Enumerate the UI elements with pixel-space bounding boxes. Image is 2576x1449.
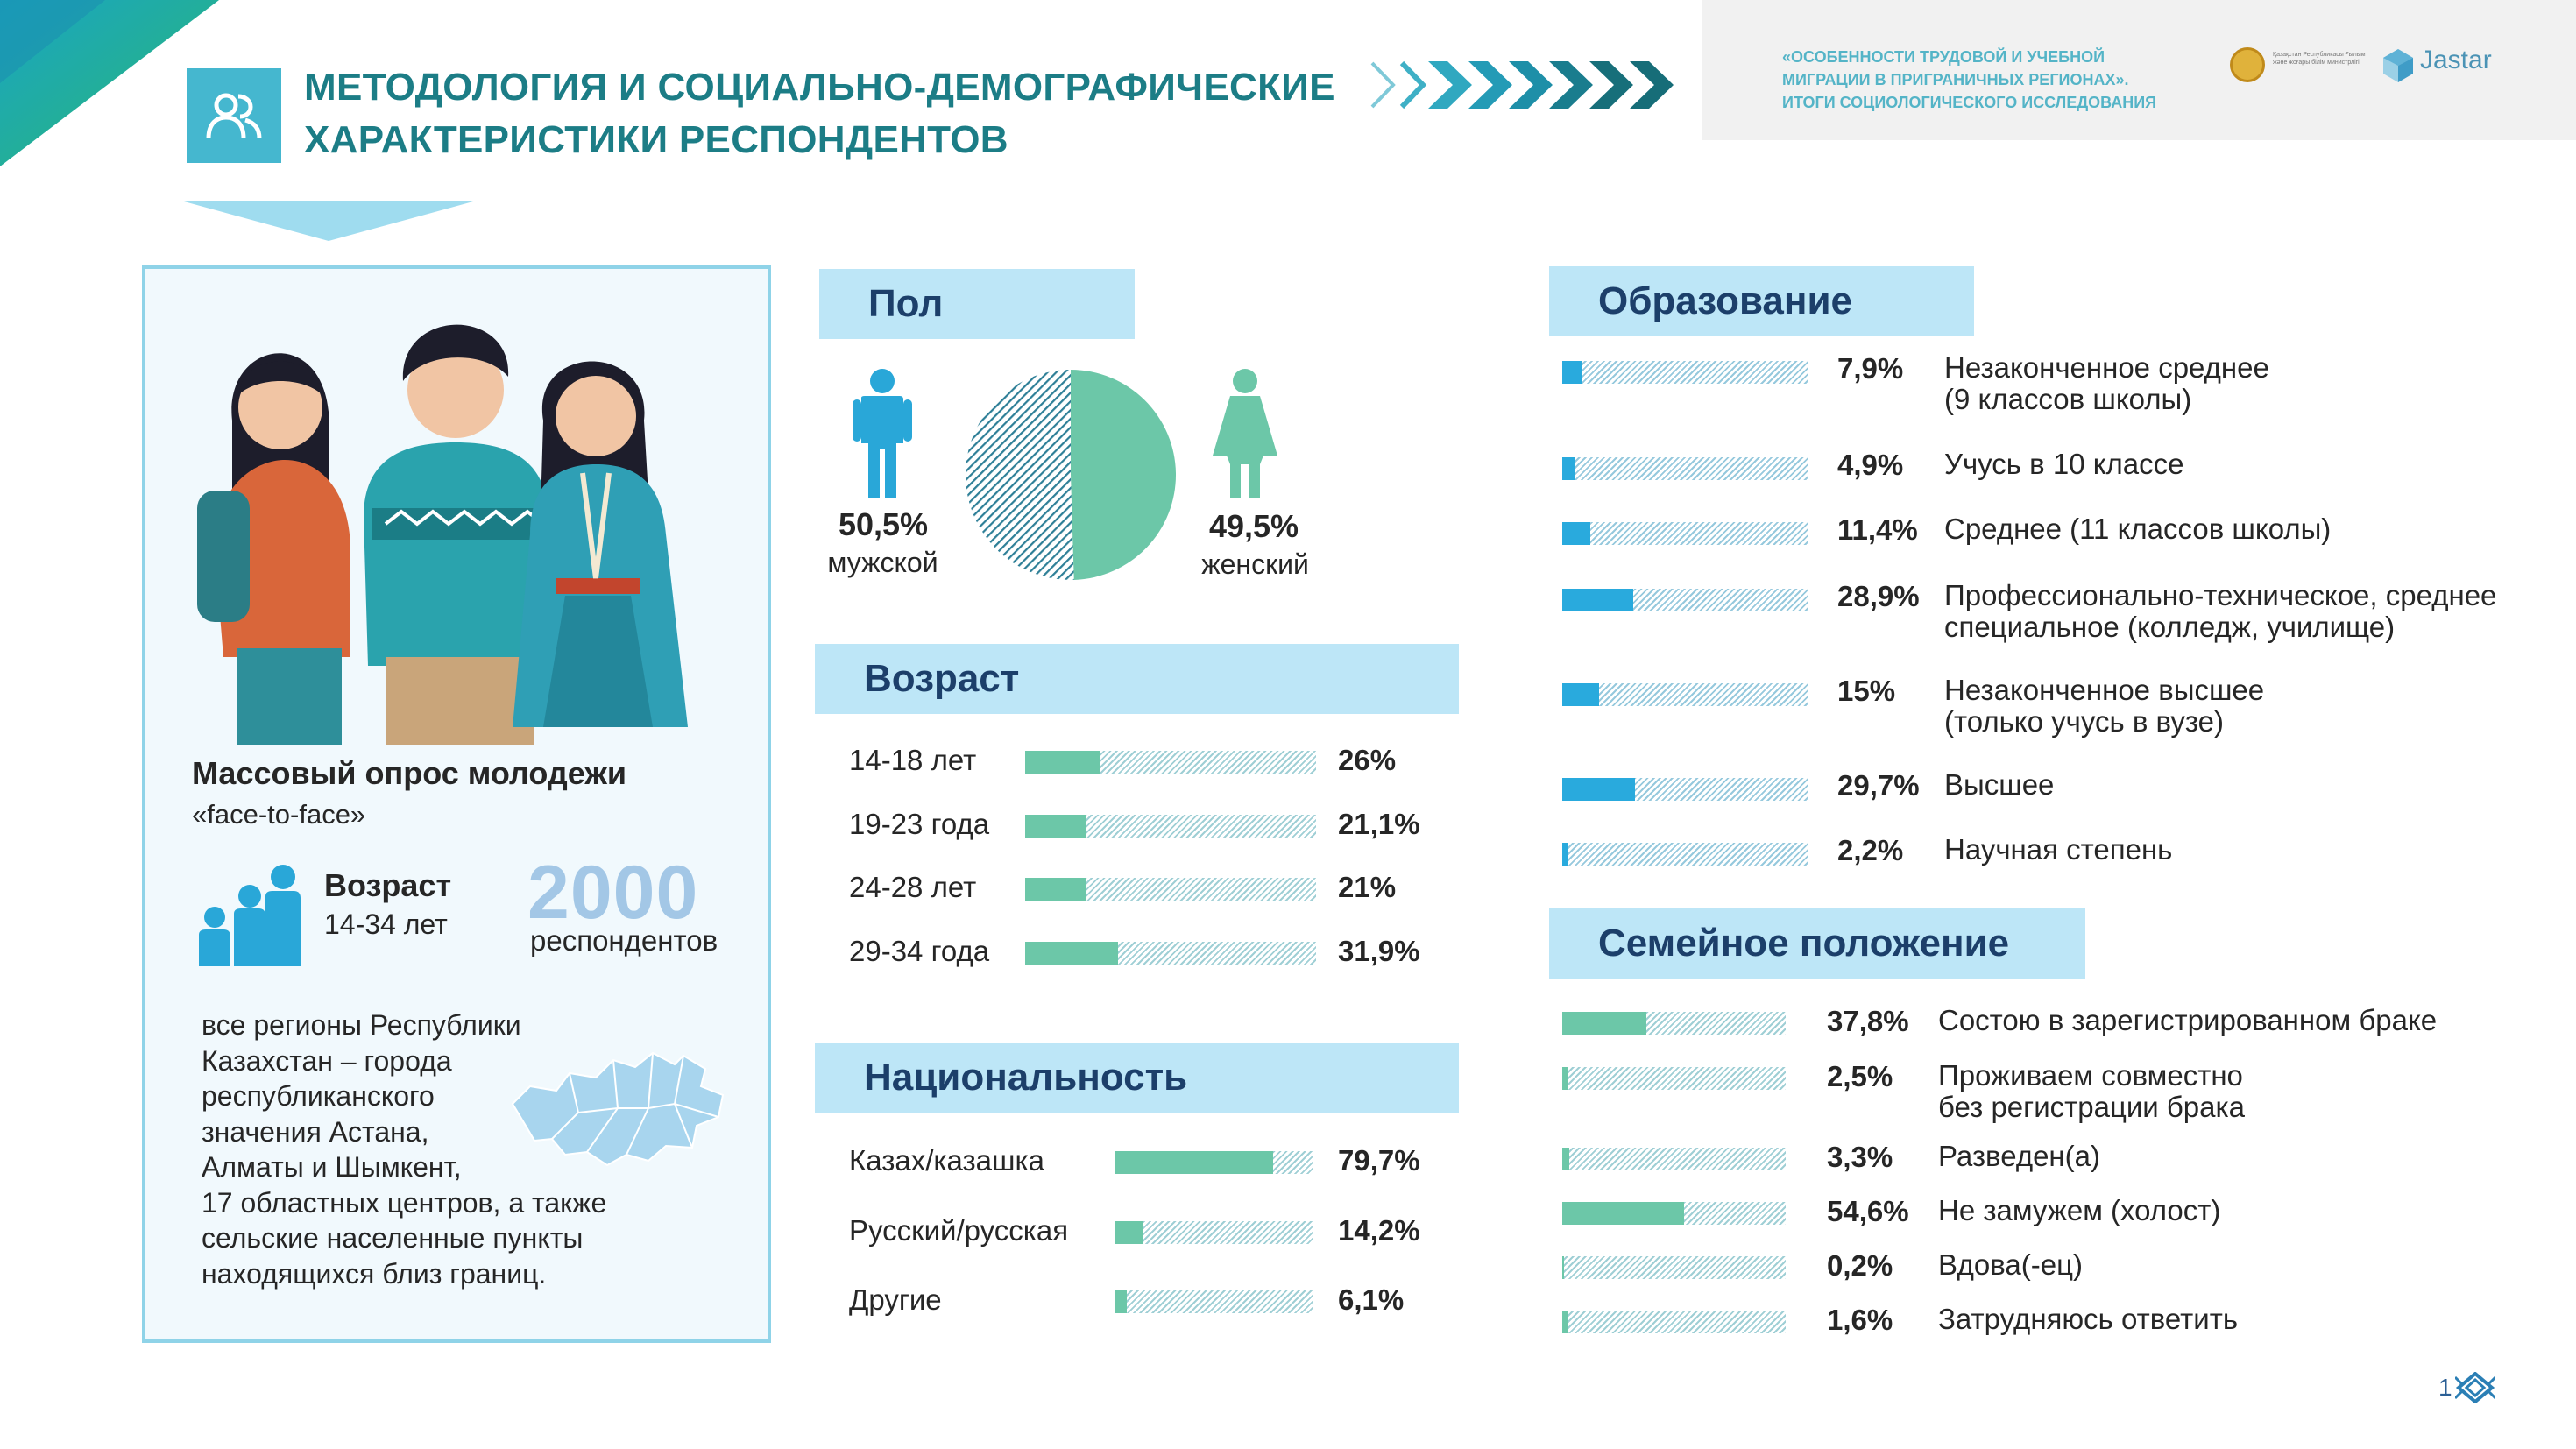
- section-gender: Пол: [819, 269, 1135, 339]
- bar-track: [1562, 1067, 1786, 1090]
- bar-value-label: 15%: [1837, 675, 1896, 707]
- page-title: [304, 61, 1399, 166]
- bar-value-label: 2,5%: [1827, 1060, 1893, 1092]
- bar-value-label: 7,9%: [1837, 352, 1904, 385]
- bar-track: [1562, 589, 1808, 611]
- bar-category-label: [1944, 675, 2264, 738]
- bar-category-label: [1944, 834, 2172, 866]
- page-title-line2: ХАРАКТЕРИСТИКИ РЕСПОНДЕНТОВ: [304, 118, 1008, 161]
- bar-track: [1562, 778, 1808, 801]
- bar-value-label: 11,4%: [1837, 513, 1918, 546]
- survey-title: Массовый опрос молодежи: [192, 755, 626, 791]
- bar: [1562, 589, 1633, 611]
- bar-category-label: [849, 1144, 1044, 1177]
- bar-track: [1115, 1290, 1313, 1313]
- bar-category-label: [1938, 1141, 2100, 1172]
- bar: [1562, 1202, 1684, 1225]
- bar-value-label: 2,2%: [1837, 834, 1904, 866]
- bar-category-line: Научная степень: [1944, 833, 2173, 866]
- bar-category-label: [1944, 513, 2331, 545]
- bar-track: [1025, 878, 1316, 901]
- section-age: Возраст: [815, 644, 1459, 714]
- bar-track: [1562, 1012, 1786, 1035]
- bar-category-line: Состою в зарегистрированном браке: [1938, 1004, 2438, 1036]
- bar-value-label: 3,3%: [1827, 1141, 1893, 1173]
- bar-category-line: Профессионально-техническое, среднее: [1944, 579, 2497, 611]
- bar-category-line: Вдова(-ец): [1938, 1248, 2083, 1281]
- bar-category-label: [1944, 449, 2184, 480]
- bar-track: [1562, 361, 1808, 384]
- bar-track: [1562, 843, 1808, 866]
- bar-category-line: 14-18 лет: [849, 744, 977, 776]
- bar-value-label: 21,1%: [1338, 807, 1420, 840]
- page-title-line1: МЕТОДОЛОГИЯ И СОЦИАЛЬНО-ДЕМОГРАФИЧЕСКИЕ: [304, 66, 1335, 109]
- bar-value-label: 28,9%: [1837, 580, 1920, 612]
- bar-category-line: специальное (колледж, училище): [1944, 611, 2396, 643]
- age-label: Возраст: [324, 867, 452, 903]
- bar-track: [1562, 1148, 1786, 1170]
- bar-category-line: Казах/казашка: [849, 1144, 1044, 1177]
- bar: [1562, 843, 1568, 866]
- bar: [1562, 361, 1582, 384]
- brand-logo: Jastar: [2420, 46, 2492, 74]
- bar: [1025, 815, 1086, 838]
- bar: [1025, 751, 1100, 774]
- bar-value-label: 54,6%: [1827, 1195, 1909, 1227]
- bar: [1562, 457, 1575, 480]
- male-percent: 50,5%: [838, 506, 929, 542]
- female-percent: 49,5%: [1208, 508, 1299, 544]
- bar-value-label: 37,8%: [1827, 1005, 1909, 1037]
- jastar-logo-icon: [2383, 49, 2413, 82]
- bar-track: [1025, 942, 1316, 965]
- chevrons-decoration: [1367, 56, 1682, 114]
- regions-text: все регионы Республики Казахстан – города республиканского значения Астана, Алматы и Шымкент, 17 областных центров, а также сельские населенные пункты находящихся близ границ.: [202, 1009, 607, 1290]
- female-icon: [1209, 368, 1281, 499]
- bar-category-label: [849, 871, 976, 904]
- bar-category-label: [1938, 1304, 2238, 1335]
- bar-value-label: 1,6%: [1827, 1304, 1893, 1336]
- bar: [1115, 1151, 1273, 1174]
- bar: [1562, 1067, 1568, 1090]
- bar-category-line: (9 классов школы): [1944, 383, 2192, 415]
- section-marital: Семейное положение: [1549, 908, 2085, 979]
- bar-category-line: 19-23 года: [849, 807, 990, 840]
- section-education: Образование: [1549, 266, 1974, 336]
- bar-category-line: Русский/русская: [849, 1213, 1069, 1247]
- bar-track: [1562, 683, 1808, 706]
- bar-category-line: Не замужем (холост): [1938, 1194, 2221, 1226]
- bar-category-line: Среднее (11 классов школы): [1944, 512, 2332, 545]
- bar-category-line: Проживаем совместно: [1938, 1059, 2243, 1092]
- emblem-icon: [2230, 47, 2265, 82]
- page-number: 1: [2438, 1374, 2452, 1401]
- bar-value-label: 14,2%: [1338, 1213, 1420, 1247]
- bar-category-label: [1944, 769, 2054, 801]
- bar-track: [1562, 522, 1808, 545]
- bar-category-line: Разведен(а): [1938, 1140, 2100, 1172]
- bar-category-line: Учусь в 10 классе: [1944, 448, 2184, 480]
- bar-value-label: 4,9%: [1837, 449, 1904, 481]
- bar-track: [1562, 457, 1808, 480]
- bar: [1562, 1012, 1646, 1035]
- bar: [1562, 1256, 1564, 1279]
- bar-value-label: 0,2%: [1827, 1249, 1893, 1282]
- pie-slice-female: [1071, 370, 1176, 580]
- bar-value-label: 31,9%: [1338, 934, 1420, 967]
- project-title: «ОСОБЕННОСТИ ТРУДОВОЙ И УЧЕБНОЙ МИГРАЦИИ В ПРИГРАНИЧНЫХ РЕГИОНАХ». ИТОГИ СОЦИОЛОГИЧЕСКОГО ИССЛЕДОВАНИЯ: [1782, 48, 2157, 111]
- bar: [1115, 1221, 1143, 1244]
- respondents-label: респондентов: [530, 924, 718, 957]
- bar-track: [1025, 751, 1316, 774]
- bar-track: [1562, 1256, 1786, 1279]
- bar-track: [1562, 1202, 1786, 1225]
- bar-category-line: без регистрации брака: [1938, 1091, 2246, 1123]
- female-label: женский: [1201, 548, 1309, 580]
- family-icon: [195, 863, 305, 968]
- bar-category-line: Незаконченное высшее: [1944, 674, 2265, 706]
- bar-category-line: (только учусь в вузе): [1944, 705, 2224, 738]
- male-label: мужской: [827, 547, 938, 578]
- bar-category-label: [1938, 1249, 2083, 1281]
- bar-category-label: [849, 744, 976, 777]
- bar-category-label: [1938, 1195, 2220, 1226]
- bar-category-line: Высшее: [1944, 768, 2055, 801]
- bar-value-label: 29,7%: [1837, 769, 1920, 802]
- bar-category-label: [849, 808, 989, 841]
- pie-slice-male: [966, 370, 1074, 580]
- bar-track: [1562, 1311, 1786, 1333]
- bar-value-label: 26%: [1338, 744, 1397, 776]
- org-name: Қазақстан Республикасы Ғылым және жоғары білім министрлігі: [2273, 52, 2366, 66]
- bar-category-label: [849, 935, 989, 968]
- age-value: 14-34 лет: [324, 908, 448, 940]
- kazakhstan-map-icon: [504, 1043, 732, 1170]
- bar-category-label: [1944, 580, 2496, 643]
- bar-category-line: Затрудняюсь ответить: [1938, 1303, 2239, 1335]
- bar-category-label: [849, 1283, 942, 1317]
- bar-track: [1115, 1151, 1313, 1174]
- male-icon: [853, 368, 912, 499]
- bar-category-line: Другие: [849, 1283, 942, 1316]
- bar-category-line: 29-34 года: [849, 934, 990, 967]
- bar-track: [1115, 1221, 1313, 1244]
- bar-value-label: 21%: [1338, 871, 1397, 903]
- bar-category-label: [849, 1214, 1068, 1248]
- bar: [1562, 522, 1590, 545]
- survey-subtitle: «face-to-face»: [192, 799, 366, 830]
- respondents-count: 2000: [527, 851, 699, 935]
- bar-category-label: [1944, 352, 2269, 415]
- bar-value-label: 79,7%: [1338, 1144, 1420, 1177]
- bar: [1562, 778, 1635, 801]
- bar-category-label: [1938, 1060, 2245, 1123]
- bar: [1025, 878, 1086, 901]
- bar-value-label: 6,1%: [1338, 1283, 1405, 1316]
- bar-category-line: Незаконченное среднее: [1944, 351, 2269, 384]
- bar-category-line: 24-28 лет: [849, 871, 977, 903]
- bar: [1115, 1290, 1127, 1313]
- bar: [1562, 1148, 1569, 1170]
- ornament-logo-icon: [2455, 1372, 2495, 1403]
- bar-track: [1025, 815, 1316, 838]
- bar: [1025, 942, 1118, 965]
- gender-pie-chart: [964, 368, 1178, 582]
- bar: [1562, 683, 1599, 706]
- bar: [1562, 1311, 1568, 1333]
- bar-category-label: [1938, 1005, 2437, 1036]
- people-icon: [187, 68, 281, 163]
- section-nationality: Национальность: [815, 1043, 1459, 1113]
- down-triangle-decoration: [184, 201, 473, 241]
- youth-illustration: [197, 289, 705, 745]
